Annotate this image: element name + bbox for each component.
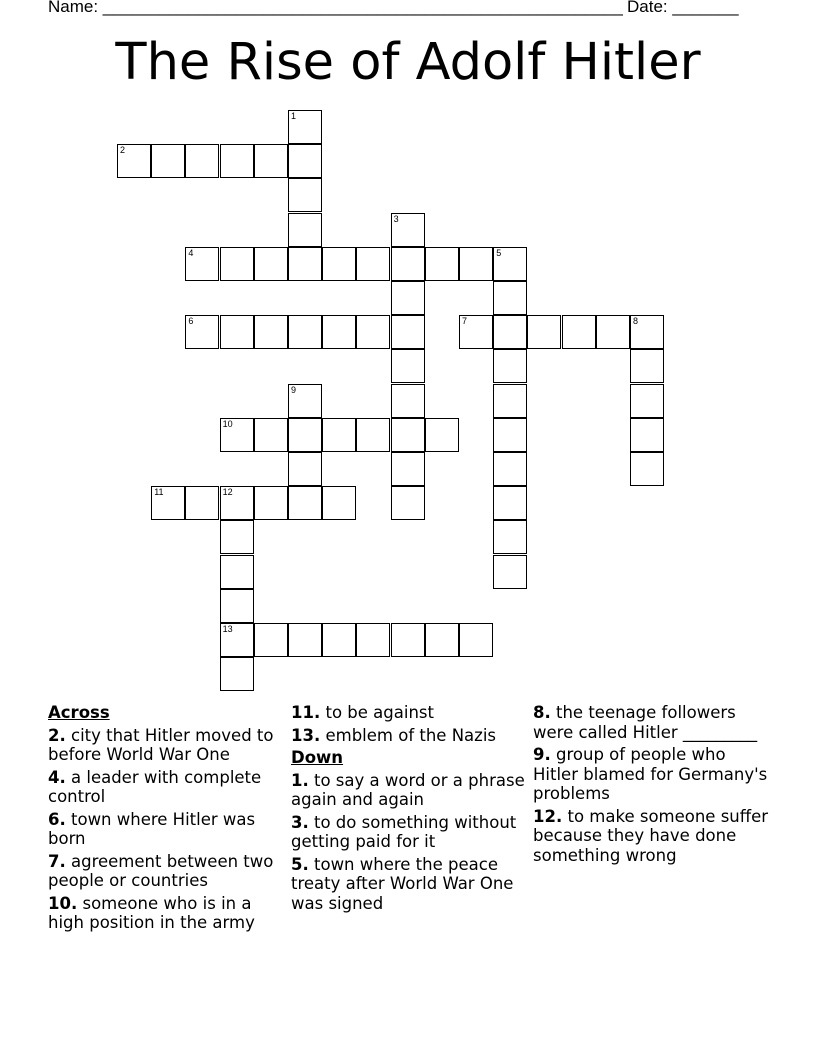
crossword-cell[interactable] [391,418,425,452]
clue-number-label: 13 [222,624,233,634]
clue-text: emblem of the Nazis [325,725,497,745]
crossword-cell[interactable] [254,315,288,349]
crossword-cell[interactable] [288,247,322,281]
crossword-cell[interactable] [562,315,596,349]
down-clue-9 [533,745,773,804]
crossword-cell[interactable] [220,623,254,657]
crossword-cell[interactable] [459,315,493,349]
crossword-cell[interactable] [493,555,527,589]
clues-column-1 [48,703,288,936]
clue-number-label: 4 [188,247,194,258]
crossword-cell[interactable] [185,247,219,281]
clue-text: town where Hitler was born [48,809,256,848]
crossword-cell[interactable] [630,315,664,349]
across-heading: Across [48,703,110,722]
crossword-cell[interactable] [288,418,322,452]
name-line[interactable]: Name: _______________________________________________________ [48,0,623,16]
crossword-cell[interactable] [220,315,254,349]
clues-column-3 [533,703,773,868]
crossword-cell[interactable] [117,144,151,178]
clue-number: 11. [291,703,321,722]
crossword-cell[interactable] [185,486,219,520]
crossword-cell[interactable] [356,418,390,452]
clue-number: 7. [48,851,66,871]
crossword-cell[interactable] [220,520,254,554]
crossword-cell[interactable] [493,520,527,554]
clue-number: 1. [291,770,309,790]
clue-number-label: 3 [393,213,399,224]
clue-text: to say a word or a phrase again and again [291,770,525,809]
crossword-cell[interactable] [630,384,664,418]
clues-column-2 [291,703,531,916]
crossword-cell[interactable] [356,623,390,657]
down-clue-3 [291,813,531,852]
clue-number-label: 10 [222,418,233,429]
crossword-cell[interactable] [630,349,664,383]
crossword-cell[interactable] [288,144,322,178]
clue-number-label: 9 [291,384,297,395]
clue-number-label: 5 [496,247,502,258]
crossword-cell[interactable] [425,247,459,281]
crossword-cell[interactable] [391,281,425,315]
crossword-cell[interactable] [220,247,254,281]
crossword-cell[interactable] [391,213,425,247]
crossword-cell[interactable] [425,623,459,657]
crossword-cell[interactable] [151,144,185,178]
crossword-cell[interactable] [391,623,425,657]
down-heading: Down [291,748,344,767]
clue-text: to make someone suffer because they have done something wrong [533,806,769,865]
clue-number: 5. [291,854,309,874]
clue-number: 6. [48,809,66,829]
crossword-cell[interactable] [391,315,425,349]
clue-text: group of people who Hitler blamed for Germany's problems [533,745,768,803]
across-clue-7 [48,852,288,891]
across-clue-11 [291,703,531,723]
crossword-cell[interactable] [254,247,288,281]
crossword-cell[interactable] [322,486,356,520]
crossword-cell[interactable] [322,418,356,452]
clue-number: 8. [533,703,551,722]
clue-number: 13. [291,725,321,745]
clue-text: agreement between two people or countries [48,851,274,890]
clue-text: town where the peace treaty after World War One was signed [291,854,514,913]
page-title: The Rise of Adolf Hitler [115,33,701,92]
crossword-cell[interactable] [391,384,425,418]
crossword-cell[interactable] [493,247,527,281]
clue-text: city that Hitler moved to before World War One [48,725,274,764]
crossword-cell[interactable] [391,247,425,281]
crossword-cell[interactable] [220,486,254,520]
crossword-cell[interactable] [288,452,322,486]
crossword-cell[interactable] [254,418,288,452]
crossword-cell[interactable] [151,486,185,520]
crossword-cell[interactable] [493,384,527,418]
crossword-cell[interactable] [493,349,527,383]
crossword-cell[interactable] [185,144,219,178]
clue-text: the teenage followers were called Hitler _________ [533,703,758,742]
clue-text: a leader with complete control [48,767,262,806]
crossword-cell[interactable] [459,247,493,281]
clue-text: to be against [325,703,434,722]
crossword-cell[interactable] [288,623,322,657]
crossword-cell[interactable] [493,418,527,452]
down-clue-1 [291,771,531,810]
clue-text: to do something without getting paid for it [291,812,517,851]
crossword-cell[interactable] [493,452,527,486]
crossword-cell[interactable] [425,418,459,452]
clue-number-label: 2 [120,145,126,156]
clue-number-label: 11 [154,487,164,498]
clue-number: 12. [533,806,563,826]
crossword-cell[interactable] [356,247,390,281]
clue-text: someone who is in a high position in the army [48,893,255,932]
crossword-cell[interactable] [288,486,322,520]
crossword-cell[interactable] [356,315,390,349]
crossword-cell[interactable] [254,623,288,657]
crossword-cell[interactable] [493,315,527,349]
clue-number-label: 1 [291,111,297,121]
crossword-cell[interactable] [527,315,561,349]
crossword-cell[interactable] [220,418,254,452]
clue-number: 3. [291,812,309,832]
crossword-cell[interactable] [391,349,425,383]
clue-number-label: 12 [222,487,233,498]
crossword-cell[interactable] [185,315,219,349]
across-clue-2 [48,726,288,765]
crossword-cell[interactable] [493,486,527,520]
down-clue-5 [291,855,531,914]
crossword-cell[interactable] [220,589,254,623]
across-clue-13 [291,726,531,746]
clue-number: 9. [533,745,551,764]
clue-number-label: 6 [188,316,194,327]
crossword-cell[interactable] [596,315,630,349]
crossword-cell[interactable] [630,418,664,452]
crossword-cell[interactable] [288,315,322,349]
crossword-cell[interactable] [322,247,356,281]
across-clue-6 [48,810,288,849]
date-line[interactable]: Date: _______ [627,0,739,16]
crossword-cell[interactable] [220,657,254,691]
crossword-cell[interactable] [288,110,322,144]
crossword-cell[interactable] [391,486,425,520]
down-clue-12 [533,807,773,866]
clue-number: 10. [48,893,78,913]
crossword-cell[interactable] [254,144,288,178]
crossword-cell[interactable] [288,384,322,418]
across-clue-10 [48,894,288,933]
crossword-cell[interactable] [220,555,254,589]
crossword-cell[interactable] [322,315,356,349]
crossword-cell[interactable] [459,623,493,657]
crossword-cell[interactable] [288,213,322,247]
crossword-cell[interactable] [630,452,664,486]
clue-number-label: 8 [633,316,639,327]
crossword-cell[interactable] [288,178,322,212]
crossword-cell[interactable] [493,281,527,315]
crossword-cell[interactable] [254,486,288,520]
down-clue-8 [533,703,773,742]
crossword-cell[interactable] [322,623,356,657]
crossword-cell[interactable] [220,144,254,178]
across-clue-4 [48,768,288,807]
clue-number-label: 7 [462,316,468,327]
clue-number: 2. [48,725,66,745]
clue-number: 4. [48,767,66,787]
crossword-cell[interactable] [391,452,425,486]
